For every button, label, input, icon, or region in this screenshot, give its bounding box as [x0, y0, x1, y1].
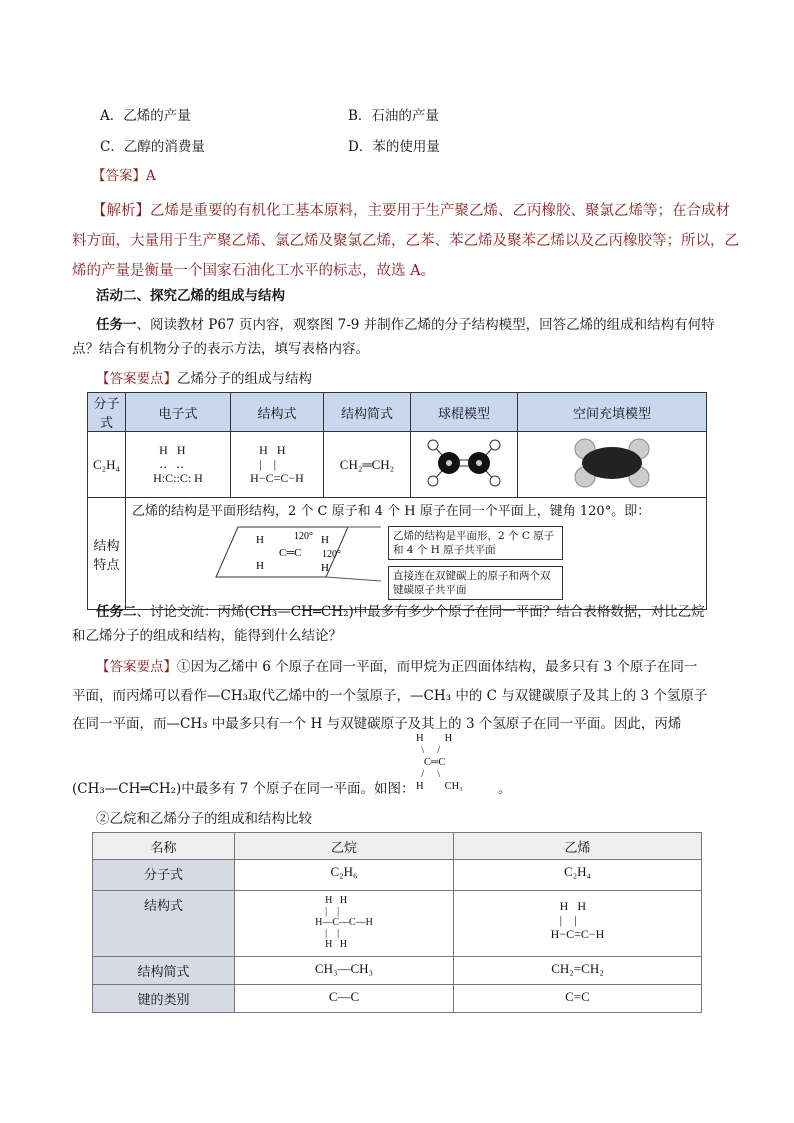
analysis-line: 料方面，大量用于生产聚乙烯、氯乙烯及聚氯乙烯，乙苯、苯乙烯及聚苯乙烯以及乙丙橡胶等；所以，乙 — [72, 233, 739, 249]
ethene-structure-table — [87, 392, 707, 610]
task2-line: 和乙烯分子的组成和结构，能得到什么结论？ — [72, 628, 342, 644]
space-filling-model — [518, 432, 707, 498]
answer-tag: 【答案】 — [92, 168, 146, 184]
row-label: 结构简式 — [93, 957, 235, 985]
row-label: 结构式 — [93, 891, 235, 957]
propene-structure: H H \ / C═C / \ H CH₃ — [416, 733, 463, 792]
note-box: 乙烯的结构是平面形，2 个 C 原子和 4 个 H 原子共平面 — [388, 526, 563, 560]
task1-line — [96, 313, 715, 333]
task2-text: 、讨论交流：丙烯(CH₃—CH═CH₂)中最多有多少个原子在同一平面？结合表格数据，对比乙烷 — [136, 604, 705, 620]
key-tag: 【答案要点】 — [96, 371, 177, 387]
svg-text:H: H — [321, 534, 329, 546]
period: 。 — [498, 781, 512, 797]
task1-text: 、阅读教材 P67 页内容，观察图 7-9 并制作乙烯的分子结构模型，回答乙烯的组成和结构有何特 — [136, 317, 715, 333]
comparison-table — [92, 832, 702, 1013]
molecular-formula: C₂H₄ — [88, 432, 126, 498]
svg-text:H: H — [321, 562, 329, 574]
cell: C₂H₄ — [454, 860, 702, 891]
key1 — [96, 367, 312, 387]
analysis-line: 烯的产量是衡量一个国家石油化工水平的标志，故选 A。 — [72, 263, 436, 279]
answer-value: A — [146, 168, 156, 184]
header-cell: 结构简式 — [324, 393, 411, 432]
header-cell: 结构式 — [231, 393, 324, 432]
cell: CH₃—CH₃ — [235, 957, 454, 985]
ball-stick-model — [411, 432, 518, 498]
feature-text: 乙烯的结构是平面形结构，2 个 C 原子和 4 个 H 原子在同一个平面上，键角 120°。即： — [132, 504, 651, 519]
row-label: 键的类别 — [93, 985, 235, 1013]
structural-formula: H H | | H−C=C−H — [250, 443, 304, 485]
key2-line: (CH₃—CH═CH₂)中最多有 7 个原子在同一平面。如图： — [72, 781, 415, 797]
key-text: 乙烯分子的组成与结构 — [177, 371, 312, 387]
svg-text:H: H — [256, 560, 264, 572]
task1-label: 任务一 — [96, 317, 137, 333]
ethane-structure: H H | | H—C—C—H | | H H — [315, 895, 373, 950]
header-cell: 分子式 — [88, 393, 126, 432]
ethene-structure: H H | | H−C=C−H — [550, 899, 605, 941]
condensed-formula: CH₂═CH₂ — [324, 432, 411, 498]
note-box: 直接连在双键碳上的原子和两个双键碳原子共平面 — [388, 566, 563, 600]
header-cell: 球棍模型 — [411, 393, 518, 432]
svg-text:C═C: C═C — [279, 547, 302, 559]
answer — [92, 164, 156, 184]
cell: C=C — [454, 985, 702, 1013]
feature-cell — [126, 498, 707, 610]
analysis-tag: 【解析】 — [92, 203, 150, 219]
header-cell: 空间充填模型 — [518, 393, 707, 432]
header-cell: 乙烷 — [235, 833, 454, 860]
header-cell: 电子式 — [126, 393, 231, 432]
compare-title: ②乙烷和乙烯分子的组成和结构比较 — [96, 811, 312, 827]
svg-text:H: H — [256, 534, 264, 546]
cell: CH₂=CH₂ — [454, 957, 702, 985]
svg-text:120°: 120° — [322, 549, 341, 560]
header-cell: 名称 — [93, 833, 235, 860]
key2-line: 在同一平面，而—CH₃ 中最多只有一个 H 与双键碳原子及其上的 3 个氢原子在同一平面。因此，丙烯 — [72, 716, 682, 732]
key2-line: 平面，而丙烯可以看作—CH₃取代乙烯中的一个氢原子，—CH₃ 中的 C 与双键碳原子及其上的 3 个氢原子 — [72, 688, 708, 704]
analysis-line — [92, 199, 730, 220]
cell: C₂H₆ — [235, 860, 454, 891]
activity-title: 活动二、探究乙烯的组成与结构 — [96, 288, 285, 304]
ball-stick-model-icon — [419, 433, 509, 493]
key2-line — [96, 655, 697, 675]
task2-label: 任务二 — [96, 604, 137, 620]
option-a: A．乙烯的产量 — [100, 108, 191, 124]
key-tag: 【答案要点】 — [96, 659, 177, 675]
feature-label: 结构特点 — [88, 498, 126, 610]
option-b: B．石油的产量 — [348, 108, 439, 124]
electron-formula: H H ‥ ‥ H:C::C: H — [153, 443, 203, 485]
option-c: C．乙醇的消费量 — [100, 139, 205, 155]
header-cell: 乙烯 — [454, 833, 702, 860]
angle-label: 120° — [294, 531, 313, 542]
task2-line — [96, 600, 705, 620]
space-filling-model-icon — [567, 435, 657, 491]
analysis-text: 乙烯是重要的有机化工基本原料，主要用于生产聚乙烯、乙丙橡胶、聚氯乙烯等；在合成材 — [150, 203, 730, 219]
cell: C—C — [235, 985, 454, 1013]
row-label: 分子式 — [93, 860, 235, 891]
option-d: D．苯的使用量 — [348, 139, 440, 155]
key-text: ①因为乙烯中 6 个原子在同一平面，而甲烷为正四面体结构，最多只有 3 个原子在同一 — [177, 659, 698, 675]
task1-line: 点？结合有机物分子的表示方法，填写表格内容。 — [72, 341, 369, 357]
